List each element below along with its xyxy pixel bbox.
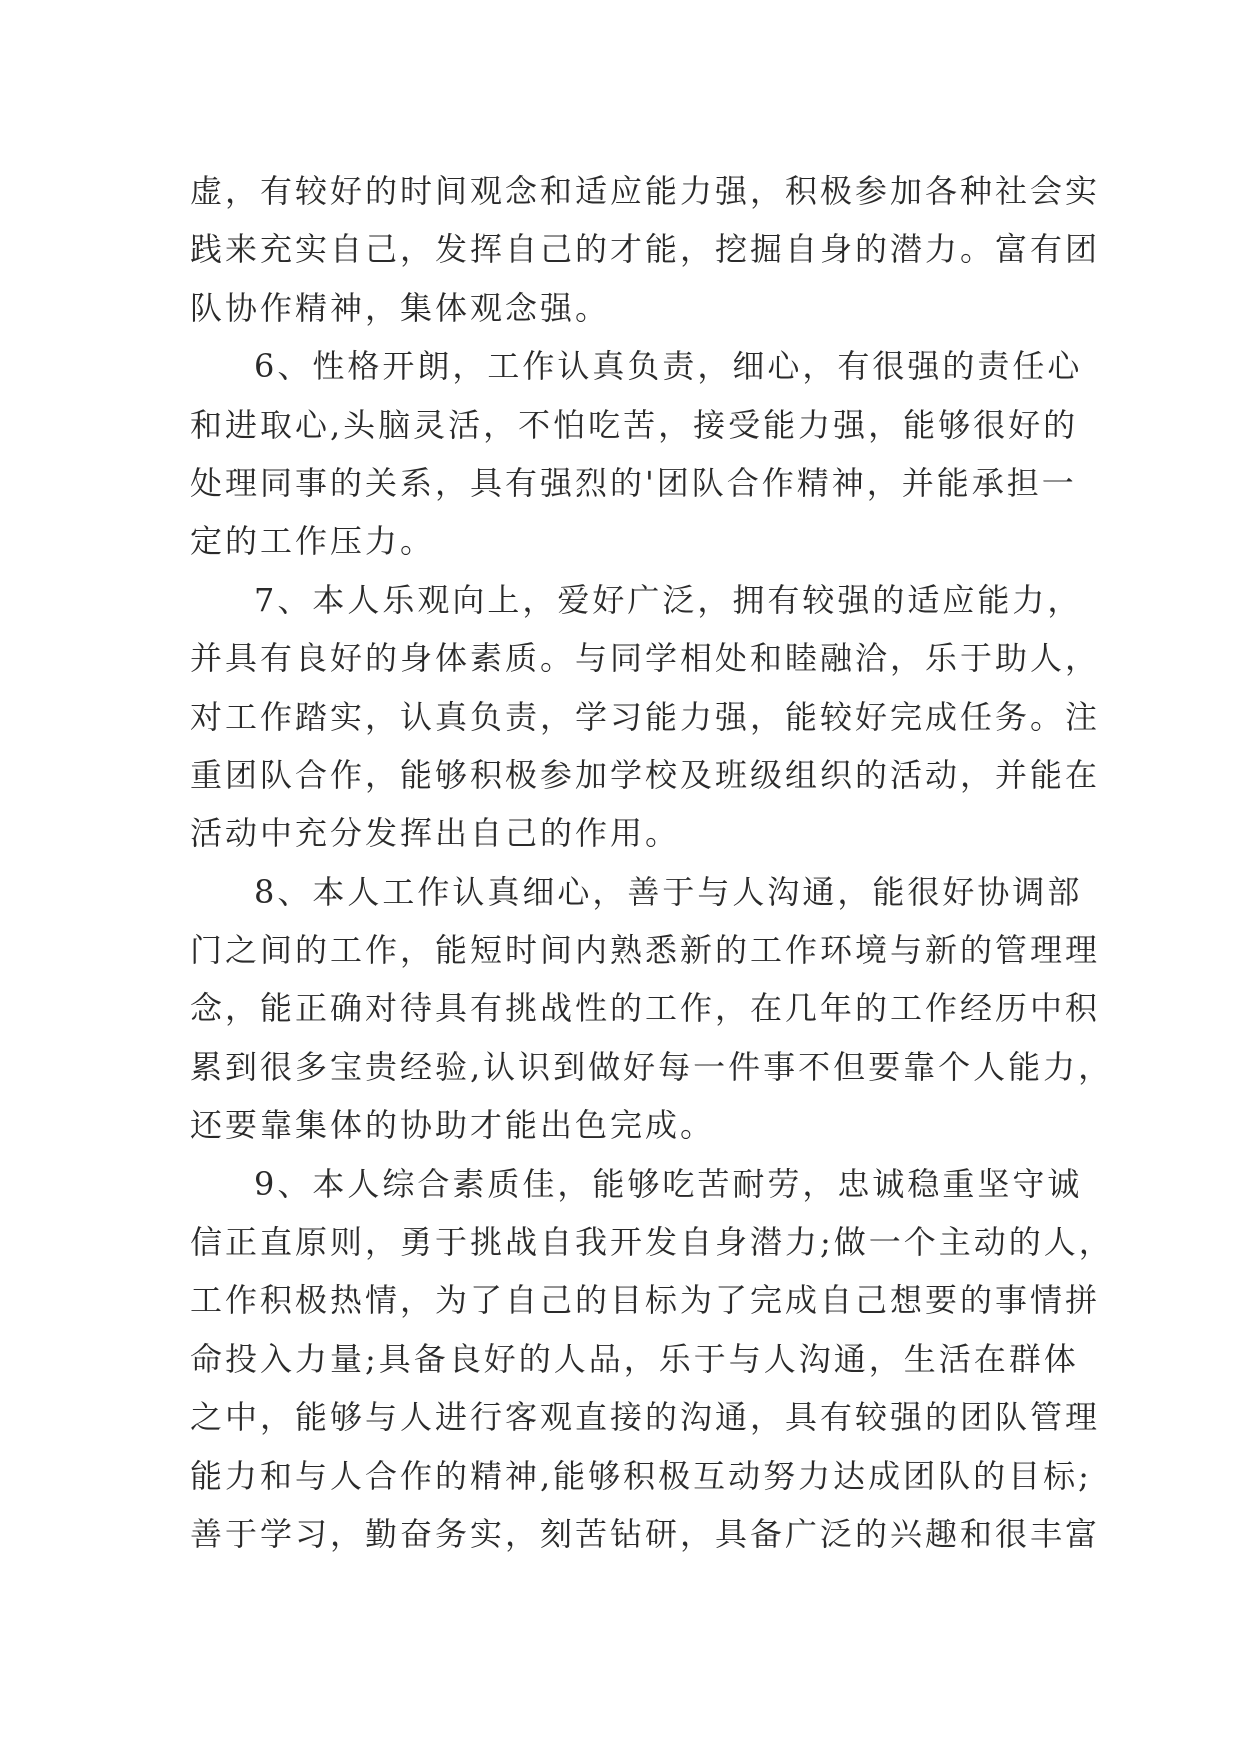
text-line: 9、本人综合素质佳，能够吃苦耐劳，忠诚稳重坚守诚 xyxy=(254,1164,1083,1203)
text-line: 和进取心,头脑灵活，不怕吃苦，接受能力强，能够很好的 xyxy=(190,405,1079,444)
text-line: 善于学习，勤奋务实，刻苦钻研，具备广泛的兴趣和很丰富 xyxy=(190,1514,1101,1553)
text-line: 重团队合作，能够积极参加学校及班级组织的活动，并能在 xyxy=(190,755,1101,794)
text-line: 之中，能够与人进行客观直接的沟通，具有较强的团队管理 xyxy=(190,1398,1101,1437)
text-line: 还要靠集体的协助才能出色完成。 xyxy=(190,1106,716,1145)
text-line: 定的工作压力。 xyxy=(190,522,436,561)
document-body xyxy=(190,162,1114,1563)
text-line: 虚，有较好的时间观念和适应能力强，积极参加各种社会实 xyxy=(190,172,1101,210)
text-line: 门之间的工作，能短时间内熟悉新的工作环境与新的管理理 xyxy=(190,931,1101,970)
text-line: 并具有良好的身体素质。与同学相处和睦融洽，乐于助人， xyxy=(190,639,1101,678)
text-line: 信正直原则，勇于挑战自我开发自身潜力;做一个主动的人， xyxy=(190,1223,1114,1262)
text-line: 7、本人乐观向上，爱好广泛，拥有较强的适应能力， xyxy=(254,580,1083,619)
text-line: 6、性格开朗，工作认真负责，细心，有很强的责任心 xyxy=(254,347,1083,386)
text-line: 命投入力量;具备良好的人品，乐于与人沟通，生活在群体 xyxy=(190,1339,1079,1378)
text-line: 处理同事的关系，具有强烈的'团队合作精神，并能承担一 xyxy=(190,463,1077,502)
text-line: 践来充实自己，发挥自己的才能，挖掘自身的潜力。富有团 xyxy=(190,230,1101,269)
text-line: 能力和与人合作的精神,能够积极互动努力达成团队的目标; xyxy=(190,1456,1092,1495)
text-line: 工作积极热情，为了自己的目标为了完成自己想要的事情拼 xyxy=(190,1281,1101,1320)
text-line: 活动中充分发挥出自己的作用。 xyxy=(190,814,681,853)
text-line: 队协作精神，集体观念强。 xyxy=(190,288,611,327)
text-line: 8、本人工作认真细心，善于与人沟通，能很好协调部 xyxy=(254,872,1083,911)
text-line: 累到很多宝贵经验,认识到做好每一件事不但要靠个人能力， xyxy=(190,1047,1114,1086)
text-line: 对工作踏实，认真负责，学习能力强，能较好完成任务。注 xyxy=(190,697,1101,736)
text-line: 念，能正确对待具有挑战性的工作，在几年的工作经历中积 xyxy=(190,989,1101,1028)
